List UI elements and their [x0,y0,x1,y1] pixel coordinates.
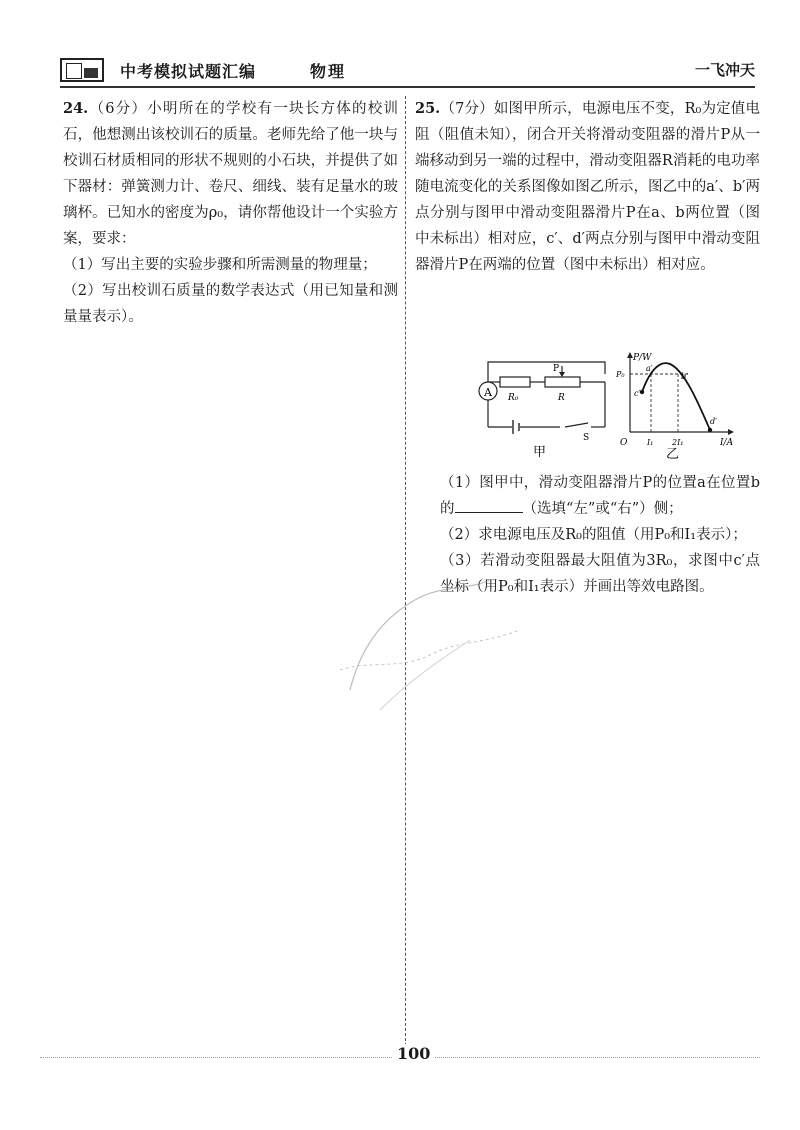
watermark-icon [320,560,540,720]
power-curve [642,363,710,430]
question-24 [63,96,398,330]
circuit-caption: 甲 [533,445,547,460]
book-logo-icon [60,58,104,82]
question-25-part-1: （1）图甲中，滑动变阻器滑片P的位置a在位置b的 （选填“左”或“右”）侧； [440,475,760,517]
y-axis-label: P/W [633,353,652,363]
p0-label: P₀ [616,370,625,379]
question-25 [415,96,760,278]
question-number: 24. [63,100,89,117]
rheostat-r [545,377,580,387]
page-number: 100 [393,1044,434,1063]
question-25-part-3: （3）若滑动变阻器最大阻值为3R₀，求图中c′点坐标（用P₀和I₁表示）并画出等效电路图。 [440,553,760,595]
x-axis-label: I/A [720,438,734,448]
question-number: 25. [415,100,441,117]
i1-label: I₁ [647,438,654,447]
slider-p-label: P [553,364,560,374]
book-title: 中考模拟试题汇编 [120,62,257,81]
graph-caption: 乙 [666,447,680,462]
r0-label: R₀ [508,393,519,403]
r-label: R [558,393,565,403]
a-label: a′ [646,364,653,373]
answer-blank[interactable] [455,496,523,513]
question-25-figure [470,352,740,462]
i2-label: 2I₁ [672,438,684,447]
d-label: d′ [710,417,717,426]
header-rule [60,86,755,88]
battery-icon [513,420,519,434]
question-24-stem [63,96,398,252]
ammeter-label: A [484,386,492,399]
question-text: （6分）小明所在的学校有一块长方体的校训石，他想测出该校训石的质量。老师先给了他一块与校训石材质相同的形状不规则的小石块，并提供了如下器材：弹簧测力计、卷尺、细线、装有足量水的玻璃杯。已知水的密度为ρ₀，请你帮他设计一个实验方案，要求： [63,101,398,247]
switch-label: S [583,433,590,443]
page-header [60,58,755,84]
b-label: b′ [681,372,688,381]
point-d [708,428,712,432]
circuit-diagram [488,362,605,427]
question-24-part-1: （1）写出主要的实验步骤和所需测量的物理量； [63,257,377,273]
question-25-part-2: （2）求电源电压及R₀的阻值（用P₀和I₁表示）； [440,527,747,543]
origin-label: O [620,438,628,448]
question-text: （7分）如图甲所示，电源电压不变，R₀为定值电阻（阻值未知），闭合开关将滑动变阻器的滑片P从一端移动到另一端的过程中，滑动变阻器R消耗的电功率随电流变化的关系图像如图乙所示，图乙中的a′、b′两点分别与图甲中滑动变阻器滑片P在a、b两位置（图中未标出）相对应，c′、d′两点分别与图甲中滑动变阻器滑片P在两端的位置（图中未标出）相对应。 [415,101,760,273]
resistor-r0 [500,377,530,387]
power-current-graph [615,352,734,462]
brand-name: 一飞冲天 [694,61,755,79]
point-c [640,390,644,394]
question-24-part-2: （2）写出校训石质量的数学表达式（用已知量和测量量表示）。 [63,283,398,325]
question-25-stem [415,96,760,278]
subject-title: 物理 [310,62,347,81]
c-label: c′ [634,389,641,398]
